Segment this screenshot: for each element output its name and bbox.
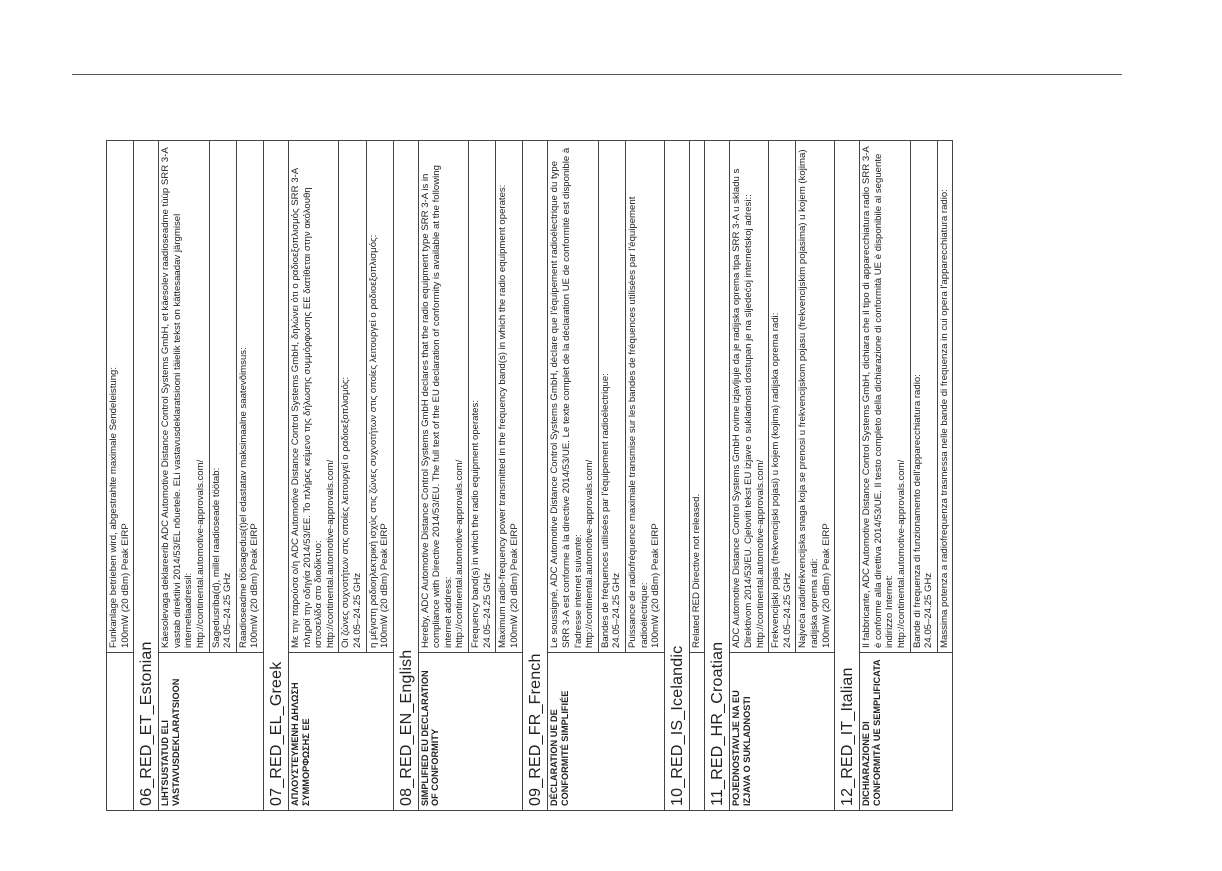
table-cell: Il fabbricante, ADC Automotive Distance Control Systems GmbH, dichiara che il tipo di apparecchiatura radio SRR 3-A è conforme alla direttiva 2014/53/UE. Il testo completo della dichiarazione di conformità UE è disponibile al seguente indirizzo Internet: http://continental.automotive-approvals.com/ xyxy=(860,141,910,653)
table-cell: Raadioseadme töösagedus(t)el edastatav maksimaalne saatevõimsus: 100mW (20 dBm) Peak EIRP xyxy=(236,141,263,653)
section-header-row xyxy=(664,141,689,811)
table-row xyxy=(288,141,338,811)
section-title: 10_RED_IS_Icelandic xyxy=(664,141,689,811)
section-title: 09_RED_FR_French xyxy=(523,141,548,811)
table-cell: Funkanlage betrieben wird, abgestrahlte maximale Sendeleistung: 100mW (20 dBm) Peak EIRP xyxy=(107,141,134,653)
table-cell: Le soussigné, ADC Automotive Distance Control Systems GmbH, déclare que l'équipement radioélectrique du type SRR 3-A est conforme à la directive 2014/53/UE. Le texte complet de la déclaration UE de conformité est disponible à l'adresse internet suivante: http://continental.automotive-approvals.com/ xyxy=(548,141,598,653)
table-cell: Massima potenza a radiofrequenza trasmessa nelle bande di frequenza in cui opera l'apparecchiatura radio: xyxy=(937,141,953,653)
table-cell: η μέγιστη ραδιοηλεκτρική ισχύς στις ζώνες συχνοτήτων στις οποίες λειτουργεί ο ραδιοεξοπλισμός: 100mW (20 dBm) Peak EIRP xyxy=(366,141,393,653)
table-cell: Frekvencijski pojas (frekvencijski pojasi) u kojem (kojima) radijska oprema radi: 24.05–24.25 GHz xyxy=(769,141,796,653)
section-header-row xyxy=(393,141,418,811)
table-cell: Käesolevaga deklareerib ADC Automotive Distance Control Systems GmbH, et käesolev raadioseadme tüüp SRR 3-A vastab direktiivi 2014/53/EL nõuetele. ELi vastavusdeklaratsiooni täielik tekst on kättesaadav järgmisel internetiaadressil: http://continental.automotive-approvals.com/ xyxy=(159,141,209,653)
section-title: 12_RED_IT_Italian xyxy=(835,141,860,811)
table-cell: Οι ζώνες συχνοτήτων στις οποίες λειτουργεί ο ραδιοεξοπλισμός: 24.05–24.25 GHz xyxy=(339,141,366,653)
table-row xyxy=(689,141,705,811)
section-title: 06_RED_ET_Estonian xyxy=(134,141,159,811)
table-cell: Με την παρούσα ο/η ADC Automotive Distance Control Systems GmbH, δηλώνει ότι ο ραδιοεξοπλισμός SRR 3-A πληροί την οδηγία 2014/53/ΕΕ. Το πλήρες κείμενο της δήλωσης συμμόρφωσης ΕΕ διατίθεται στην ακόλουθη ιστοσελίδα στο διαδίκτυο: http://continental.automotive-approvals.com/ xyxy=(288,141,338,653)
table-cell: Related RED Directive not released. xyxy=(689,141,705,653)
table-row xyxy=(107,141,134,811)
declaration-label: ΑΠΛΟΥΣΤΕΥΜΕΝΗ ΔΗΛΩΣΗ ΣΥΜΜΟΡΦΩΣΗΣ ΕΕ xyxy=(288,653,393,811)
section-title: 08_RED_EN_English xyxy=(393,141,418,811)
section-header-row xyxy=(134,141,159,811)
declaration-label: POJEDNOSTAVLJE NA EU IZJAVA O SUKLADNOSTI xyxy=(730,653,835,811)
declaration-table-rotated xyxy=(106,141,1074,811)
declaration-label xyxy=(689,653,705,811)
section-header-row xyxy=(835,141,860,811)
declaration-label: LIHTSUSTATUD ELI VASTAVUSDEKLARATSIOON xyxy=(159,653,264,811)
section-title: 07_RED_EL_Greek xyxy=(263,141,288,811)
table-cell: Bandes de fréquences utilisées par l'équipement radioélectrique: 24.05–24.25 GHz xyxy=(598,141,625,653)
table-cell: Najveća radiofrekvencijska snaga koja se prenosi u frekvencijskom pojasu (frekvencijskim pojasima) u kojem (kojima) radijska oprema radi: 100mW (20 dBm) Peak EIRP xyxy=(796,141,835,653)
table-cell: Sagedusriba(d), millel raadioseade töötab: 24.05–24.25 GHz xyxy=(209,141,236,653)
section-header-row xyxy=(263,141,288,811)
table-cell: ADC Automotive Distance Control Systems GmbH ovime izjavljuje da je radijska oprema tipa SRR 3-A u skladu s Direktivom 2014/53/EU. Cjeloviti tekst EU izjave o sukladnosti dostupan je na sljedećoj internetskoj adresi:: http://continental.automotive-approvals.com/ xyxy=(730,141,769,653)
table-cell: Bande di frequenza di funzionamento dell'apparecchiatura radio: 24.05–24.25 GHz xyxy=(910,141,937,653)
table-row xyxy=(548,141,598,811)
section-title: 11_RED_HR_Croatian xyxy=(705,141,730,811)
table-row xyxy=(159,141,209,811)
declaration-label: DÉCLARATION UE DE CONFORMITÉ SIMPLIFIÉE xyxy=(548,653,664,811)
table-row xyxy=(860,141,910,811)
section-header-row xyxy=(523,141,548,811)
section-header-row xyxy=(705,141,730,811)
declaration-table xyxy=(106,140,953,811)
table-row xyxy=(418,141,468,811)
table-cell: Puissance de radiofréquence maximale transmise sur les bandes de fréquences utilisées par l'équipement radioélectrique: 100mW (20 dBm) Peak EIRP xyxy=(626,141,665,653)
table-cell: Hereby, ADC Automotive Distance Control Systems GmbH declares that the radio equipment type SRR 3-A is in compliance with Directive 2014/53/EU. The full text of the EU declaration of conformity is available at the following internet address: http://continental.automotive-approvals.com/ xyxy=(418,141,468,653)
top-rule xyxy=(72,74,1122,75)
declaration-label: DICHIARAZIONE DI CONFORMITÀ UE SEMPLIFICATA xyxy=(860,653,953,811)
table-row xyxy=(730,141,769,811)
table-cell: Maximum radio-frequency power transmitted in the frequency band(s) in which the radio equipment operates: 100mW (20 dBm) Peak EIRP xyxy=(496,141,523,653)
table-cell: Frequency band(s) in which the radio equipment operates: 24.05–24.25 GHz xyxy=(469,141,496,653)
declaration-label: SIMPLIFIED EU DECLARATION OF CONFORMITY xyxy=(418,653,523,811)
